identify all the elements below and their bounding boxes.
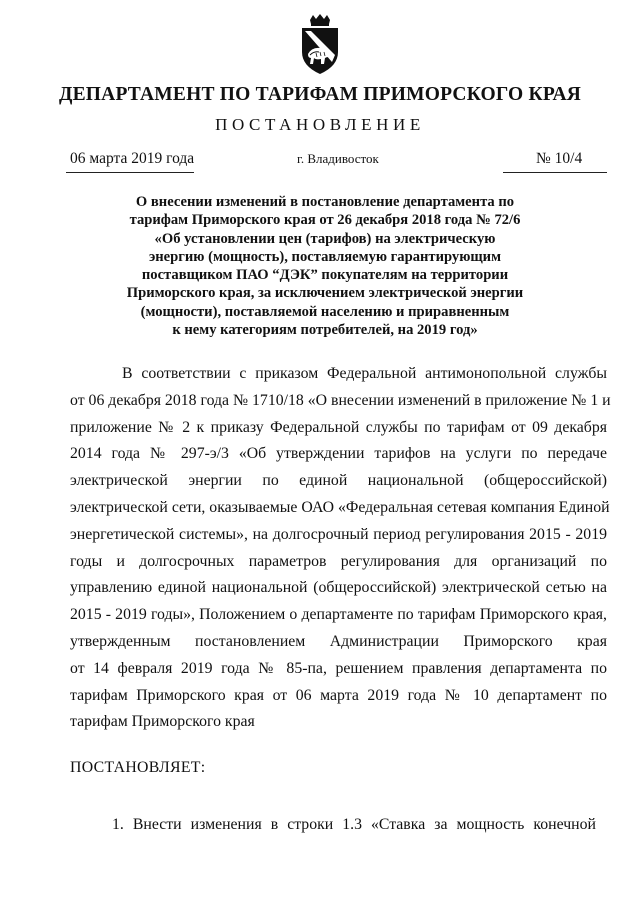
title-line: поставщиком ПАО “ДЭК” покупателям на территории xyxy=(141,267,509,284)
paragraph-line: 2014 года № 297-э/3 «Об утверждении тарифов на услуги по передаче xyxy=(70,445,607,463)
document-city: г. Владивосток xyxy=(297,151,379,166)
title-line: тарифам Приморского края от 26 декабря 2018 года № 72/6 xyxy=(129,212,521,229)
document-number: № 10/4 xyxy=(536,150,583,167)
paragraph-line: от 14 февраля 2019 года № 85-па, решением правления департамента по xyxy=(70,659,607,677)
paragraph-line: от 06 декабря 2018 года № 1710/18 «О внесении изменений в приложение № 1 и xyxy=(70,391,611,409)
number-underline xyxy=(503,172,607,173)
title-line: О внесении изменений в постановление департамента по xyxy=(135,194,515,210)
paragraph-line: утвержденным постановлением Администрации Приморского края xyxy=(70,632,607,650)
paragraph-line: 2015 - 2019 годы», Положением о департаменте по тарифам Приморского края, xyxy=(70,606,607,624)
title-line: Приморского края, за исключением электрической энергии xyxy=(126,285,524,302)
paragraph-line: энергетической системы», на долгосрочный период регулирования 2015 - 2019 xyxy=(70,525,607,543)
document-type: ПОСТАНОВЛЕНИЕ xyxy=(215,115,425,134)
paragraph-line: приложение № 2 к приказу Федеральной службы по тарифам от 09 декабря xyxy=(70,418,607,436)
paragraph-line: 1. Внести изменения в строки 1.3 «Ставка за мощность конечной xyxy=(112,816,596,833)
date-underline xyxy=(66,172,194,173)
title-line: (мощности), поставляемой населению и приравненным xyxy=(140,303,510,320)
resolution-item-1 xyxy=(70,812,596,838)
document-date: 06 марта 2019 года xyxy=(70,150,195,167)
preamble-paragraph xyxy=(70,361,611,736)
resolve-heading: ПОСТАНОВЛЯЕТ: xyxy=(70,759,206,776)
coat-of-arms-icon xyxy=(296,14,344,76)
paragraph-line: тарифам Приморского края от 06 марта 2019 года № 10 департамент по xyxy=(70,686,607,704)
paragraph-line: годы и долгосрочных параметров регулирования для организаций по xyxy=(70,552,607,570)
paragraph-line: тарифам Приморского края xyxy=(70,713,255,731)
title-line: к нему категориям потребителей, на 2019 год» xyxy=(172,322,478,339)
department-name: ДЕПАРТАМЕНТ ПО ТАРИФАМ ПРИМОРСКОГО КРАЯ xyxy=(58,84,582,105)
paragraph-line: В соответствии с приказом Федеральной антимонопольной службы xyxy=(122,365,607,382)
title-line: «Об установлении цен (тарифов) на электрическую xyxy=(154,230,496,247)
paragraph-line: управлению единой национальной (общероссийской) электрической сетью на xyxy=(70,579,607,597)
paragraph-line: электрической сети, оказываемые ОАО «Федеральная сетевая компания Единой xyxy=(70,498,610,516)
paragraph-line: электрической энергии по единой национальной (общероссийской) xyxy=(70,472,607,490)
title-line: энергию (мощность), поставляемую гарантирующим xyxy=(148,248,502,265)
resolution-title xyxy=(90,193,560,339)
